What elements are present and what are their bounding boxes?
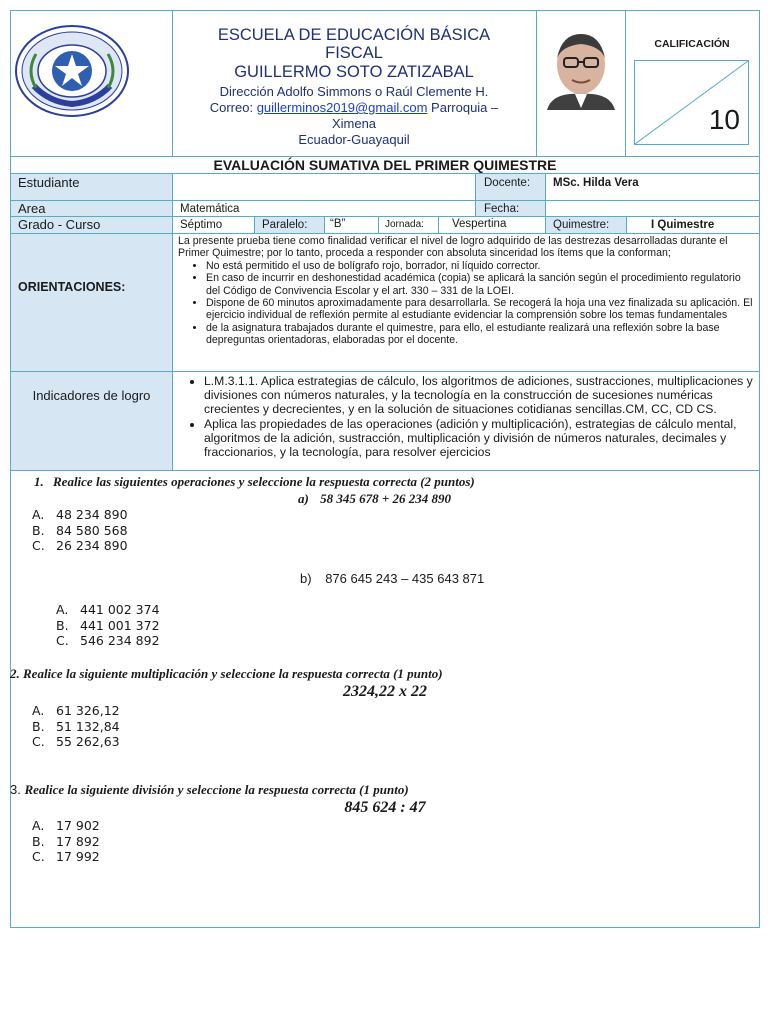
option-b[interactable]: B. 441 001 372 <box>56 617 160 633</box>
orientacion-item: • No está permitido el uso de bolígrafo rojo, borrador, ni líquido corrector. <box>206 260 756 272</box>
term-value: I Quimestre <box>651 219 715 231</box>
grade-course-value: Séptimo <box>180 219 223 231</box>
orientacion-item: • de la asignatura trabajados durante el quimestre, para ello, el estudiante realizará una reflexión sobre la base depreguntas orientadoras, elaboradas por el docente. <box>206 322 756 347</box>
grade-value: 10 <box>708 104 740 135</box>
question-expression: 845 624 : 47 <box>344 799 426 816</box>
grade-course-label: Grado - Curso <box>18 217 101 232</box>
parallel-label: Paralelo: <box>262 219 308 231</box>
teacher-label: Docente: <box>484 177 531 189</box>
grade-box <box>634 60 749 145</box>
parish-label: Parroquia – <box>431 100 499 115</box>
school-name-line2: FISCAL <box>325 44 383 62</box>
options-list <box>32 507 128 554</box>
subquestion-label: a) <box>298 491 309 506</box>
option-c[interactable]: C. 26 234 890 <box>32 538 128 553</box>
question-text: Realice la siguiente división y seleccione la respuesta correcta (1 punto) <box>24 782 409 797</box>
parish-name: Ximena <box>331 116 377 131</box>
indicador-item: • L.M.3.1.1. Aplica estrategias de cálculo, los algoritmos de adiciones, sustracciones, multiplicaciones y divisiones con números naturales, y la tecnología en la construcción de sucesiones numéricas crecientes y decrecientes, y en la solución de situaciones cotidianas sencillas.CM, CC, CD CS. <box>204 374 758 417</box>
city: Ecuador-Guayaquil <box>298 132 410 147</box>
school-address: Dirección Adolfo Simmons o Raúl Clemente H. <box>219 84 489 99</box>
option-b[interactable]: B. 51 132,84 <box>32 718 120 734</box>
school-name-line3: GUILLERMO SOTO ZATIZABAL <box>234 63 474 81</box>
orientacion-item: • Dispone de 60 minutos aproximadamente para desarrollarla. Se recogerá la hoja una vez finalizada su aplicación. El ejercicio individual de reflexión permite al estudiante evidenciar la comprensión sobre los temas fundamentales <box>206 297 756 322</box>
founder-portrait <box>542 28 620 110</box>
indicador-item: • Aplica las propiedades de las operaciones (adición y multiplicación), estrategias de cálculo mental, algoritmos de la adición, sustracción, multiplicación y división de números naturales, decimales y fraccionarios, y la tecnología, para resolver ejercicios <box>204 417 758 460</box>
subquestion-expression: 58 345 678 + 26 234 890 <box>320 491 452 506</box>
student-label: Estudiante <box>18 175 80 190</box>
orientaciones-label: ORIENTACIONES: <box>18 280 126 294</box>
email-label: Correo: <box>209 100 254 115</box>
date-field[interactable] <box>550 202 755 215</box>
option-b[interactable]: B. 84 580 568 <box>32 522 128 538</box>
orientacion-item: • En caso de incurrir en deshonestidad académica (copia) se aplicará la sanción según el procedimiento regulatorio del Código de Convivencia Escolar y el art. 330 – 331 de la LOEI. <box>206 272 756 297</box>
question-number: 1. <box>34 474 44 489</box>
teacher-value: MSc. Hilda Vera <box>553 177 639 189</box>
option-c[interactable]: C. 546 234 892 <box>56 633 160 648</box>
option-a[interactable]: A. 48 234 890 <box>32 507 128 522</box>
option-c[interactable]: C. 55 262,63 <box>32 734 120 749</box>
date-label: Fecha: <box>484 203 520 215</box>
options-list <box>56 602 160 649</box>
options-list <box>32 818 100 865</box>
subquestion-expression: 876 645 243 – 435 643 871 <box>325 571 485 586</box>
shift-value: Vespertina <box>452 218 507 230</box>
term-label: Quimestre: <box>553 219 610 231</box>
question-number: 2. <box>10 666 20 681</box>
school-logo <box>14 24 130 118</box>
question-expression: 2324,22 x 22 <box>343 683 427 700</box>
parallel-value: “B” <box>330 218 346 230</box>
exam-title: EVALUACIÓN SUMATIVA DEL PRIMER QUIMESTRE <box>213 157 557 173</box>
shift-label: Jornada: <box>385 219 424 230</box>
question-number: 3. <box>10 782 21 797</box>
option-b[interactable]: B. 17 892 <box>32 833 100 849</box>
indicadores-text <box>176 374 758 459</box>
option-c[interactable]: C. 17 992 <box>32 849 100 864</box>
option-a[interactable]: A. 61 326,12 <box>32 703 120 718</box>
email-link[interactable]: guillerminos2019@gmail.com <box>256 100 428 115</box>
option-a[interactable]: A. 441 002 374 <box>56 602 160 617</box>
options-list <box>32 703 120 750</box>
indicadores-label: Indicadores de logro <box>32 388 151 403</box>
subquestion-label: b) <box>300 571 312 586</box>
question-text: Realice la siguiente multiplicación y seleccione la respuesta correcta (1 punto) <box>23 666 443 681</box>
orientaciones-intro: La presente prueba tiene como finalidad verificar el nivel de logro adquirido de las destrezas desarrolladas durante el Primer Quimestre; por lo tanto, proceda a responder con absoluta sinceridad los ítems que la conforman; <box>178 235 728 260</box>
orientaciones-text <box>178 235 756 347</box>
student-field[interactable] <box>176 175 472 197</box>
area-label: Area <box>18 201 46 216</box>
area-value: Matemática <box>180 203 240 215</box>
grade-label: CALIFICACIÓN <box>654 38 730 50</box>
question-text: Realice las siguientes operaciones y seleccione la respuesta correcta (2 puntos) <box>53 474 475 489</box>
option-a[interactable]: A. 17 902 <box>32 818 100 833</box>
school-name-line1: ESCUELA DE EDUCACIÓN BÁSICA <box>217 26 491 44</box>
